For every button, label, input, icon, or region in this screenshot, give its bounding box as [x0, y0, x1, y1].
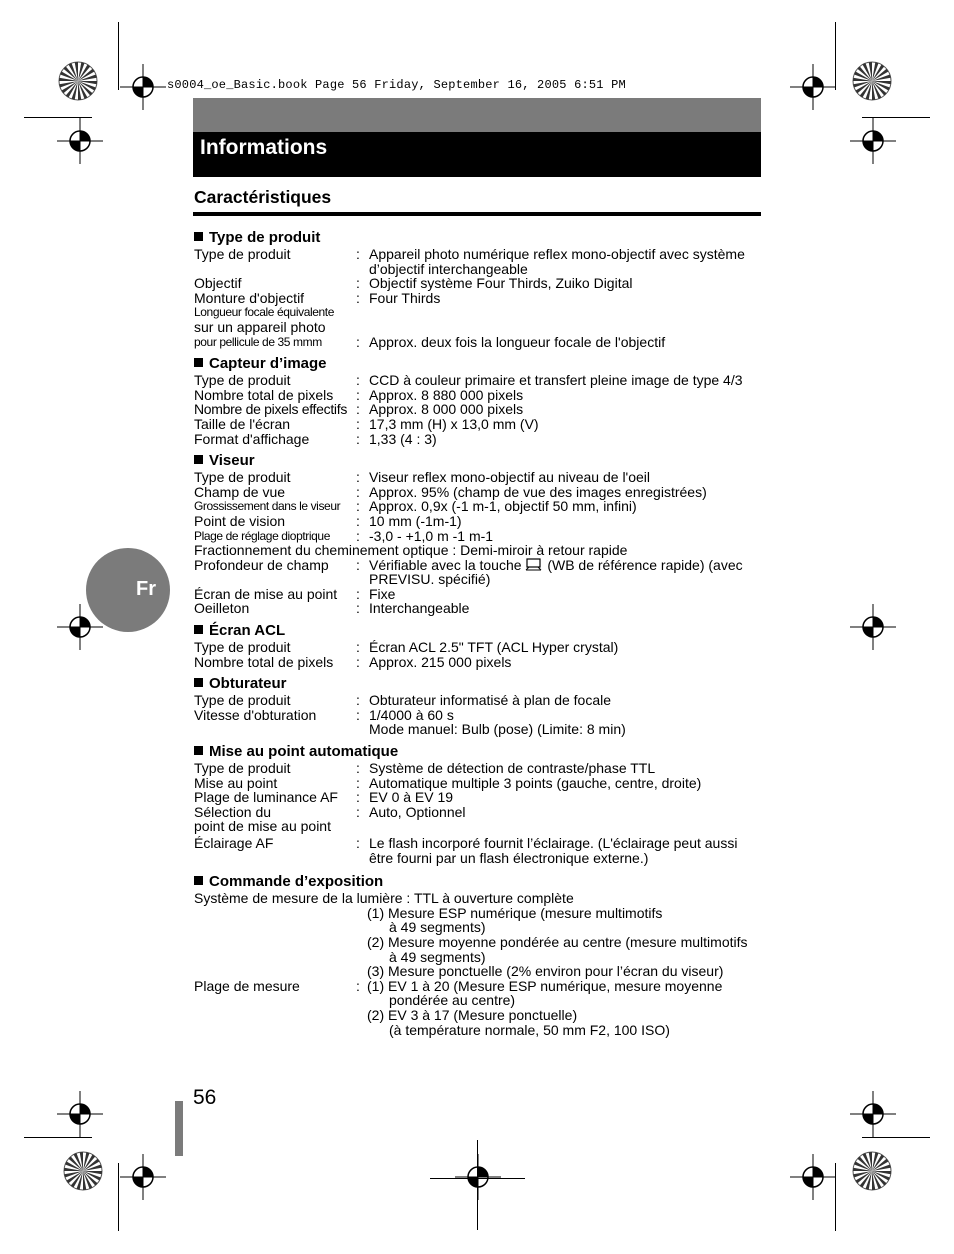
spec-row: (1) Mesure ESP numérique (mesure multimotifs à 49 segments) — [367, 904, 663, 936]
spec-row: Sélection du : Auto, Optionnel — [194, 803, 466, 820]
spec-row: Écran de mise au point : Fixe — [194, 585, 396, 602]
radial-star-icon — [58, 61, 98, 101]
spec-row: Nombre total de pixels : Approx. 215 000 pixels — [194, 653, 512, 670]
black-square-icon — [194, 232, 203, 241]
print-header-line: s0004_oe_Basic.book Page 56 Friday, September 16, 2005 6:51 PM — [167, 78, 626, 92]
spec-row: Mise au point : Automatique multiple 3 points (gauche, centre, droite) — [194, 774, 702, 791]
black-square-icon — [194, 358, 203, 367]
spec-row: Taille de l'écran : 17,3 mm (H) x 13,0 mm (V) — [194, 415, 539, 432]
black-square-icon — [194, 625, 203, 634]
spec-row: sur un appareil photo — [194, 318, 326, 335]
category-heading: Obturateur — [194, 675, 764, 692]
crop-mark — [24, 1137, 92, 1138]
spec-row: Point de vision : 10 mm (-1m-1) — [194, 512, 462, 529]
crosshair-circle-icon — [790, 64, 836, 110]
category-heading: Type de produit — [194, 229, 764, 246]
section-divider — [193, 212, 761, 216]
spec-row: Plage de réglage dioptrique : -3,0 - +1,0 m -1 m-1 — [194, 527, 494, 544]
spec-row: Nombre total de pixels : Approx. 8 880 000 pixels — [194, 386, 524, 403]
crop-mark — [118, 1163, 119, 1231]
crosshair-circle-icon — [57, 1091, 103, 1137]
spec-row: Objectif : Objectif système Four Thirds, Zuiko Digital — [194, 275, 633, 292]
spec-row: Type de produit : Appareil photo numérique reflex mono-objectif avec système d’objectif interchangeable — [194, 246, 745, 277]
category-heading: Viseur — [194, 452, 764, 469]
page-title: Informations — [200, 136, 328, 159]
language-tab — [86, 548, 170, 632]
spec-row: (2) EV 3 à 17 (Mesure ponctuelle) (à température normale, 50 mm F2, 100 ISO) — [367, 1006, 670, 1038]
radial-star-icon — [63, 1151, 103, 1191]
section-title: Caractéristiques — [194, 187, 332, 207]
category-heading: Capteur d’image — [194, 355, 764, 372]
language-tab-label: Fr — [136, 578, 156, 600]
spec-content — [194, 229, 764, 1037]
radial-star-icon — [852, 61, 892, 101]
category-heading: Commande d’exposition — [194, 873, 764, 890]
spec-row: Type de produit : Obturateur informatisé à plan de focale — [194, 692, 612, 709]
title-bar-top — [193, 98, 761, 132]
spec-row: (3) Mesure ponctuelle (2% environ pour l’écran du viseur) — [367, 963, 724, 980]
crosshair-circle-icon — [850, 1091, 896, 1137]
spec-row: Longueur focale équivalente — [194, 305, 334, 320]
spec-row: Type de produit : CCD à couleur primaire et transfert pleine image de type 4/3 — [194, 372, 743, 389]
spec-row: Plage de luminance AF : EV 0 à EV 19 — [194, 789, 454, 806]
spec-row: (2) Mesure moyenne pondérée au centre (mesure multimotifs à 49 segments) — [367, 933, 748, 965]
category-heading: Écran ACL — [194, 622, 764, 639]
spec-row: Type de produit : Système de détection de contraste/phase TTL — [194, 760, 656, 777]
crop-mark — [118, 22, 119, 90]
crosshair-circle-icon — [850, 118, 896, 164]
spec-row: Grossissement dans le viseur : Approx. 0,9x (-1 m-1, objectif 50 mm, infini) — [194, 498, 637, 515]
crosshair-circle-icon — [850, 604, 896, 650]
spec-row: Plage de mesure : (1) EV 1 à 20 (Mesure ESP numérique, mesure moyenne pondérée au centre) — [194, 977, 723, 1009]
crosshair-circle-icon — [455, 1154, 501, 1200]
spec-row: Vitesse d'obturation : 1/4000 à 60 s Mode manuel: Bulb (pose) (Limite: 8 min) — [194, 706, 626, 738]
spec-row: Champ de vue : Approx. 95% (champ de vue des images enregistrées) — [194, 483, 707, 500]
spec-row: Éclairage AF : Le flash incorporé fournit l’éclairage. (L'éclairage peut aussi être fourni par un flash électronique externe.) — [194, 835, 738, 866]
spec-row: Nombre de pixels effectifs : Approx. 8 000 000 pixels — [194, 401, 524, 418]
page-number: 56 — [193, 1086, 217, 1109]
crosshair-circle-icon — [790, 1154, 836, 1200]
spec-line: Système de mesure de la lumière : TTL à ouverture complète — [194, 890, 574, 907]
crop-mark — [862, 1137, 930, 1138]
radial-star-icon — [852, 1151, 892, 1191]
black-square-icon — [194, 746, 203, 755]
crosshair-circle-icon — [120, 64, 166, 110]
spec-row: Oeilleton : Interchangeable — [194, 600, 470, 617]
spec-row: Type de produit : Viseur reflex mono-objectif au niveau de l'oeil — [194, 469, 651, 486]
black-square-icon — [194, 678, 203, 687]
spec-row: pour pellicule de 35 mmm : Approx. deux fois la longueur focale de l'objectif — [194, 333, 666, 350]
page-number-bar — [175, 1101, 183, 1156]
spec-row: Monture d'objectif : Four Thirds — [194, 289, 441, 306]
black-square-icon — [194, 455, 203, 464]
spec-row: Profondeur de champ : Vérifiable avec la touche (WB de référence rapide) (avec PREVISU. spécifié) — [194, 556, 743, 588]
category-heading: Mise au point automatique — [194, 743, 764, 760]
black-square-icon — [194, 876, 203, 885]
spec-row: Format d'affichage : 1,33 (4 : 3) — [194, 430, 437, 447]
crosshair-circle-icon — [57, 118, 103, 164]
spec-line: Fractionnement du cheminement optique : Demi-miroir à retour rapide — [194, 542, 628, 559]
wb-key-icon — [525, 558, 543, 571]
spec-row: point de mise au point — [194, 818, 331, 835]
spec-row: Type de produit : Écran ACL 2.5" TFT (ACL Hyper crystal) — [194, 639, 619, 656]
crosshair-circle-icon — [120, 1154, 166, 1200]
